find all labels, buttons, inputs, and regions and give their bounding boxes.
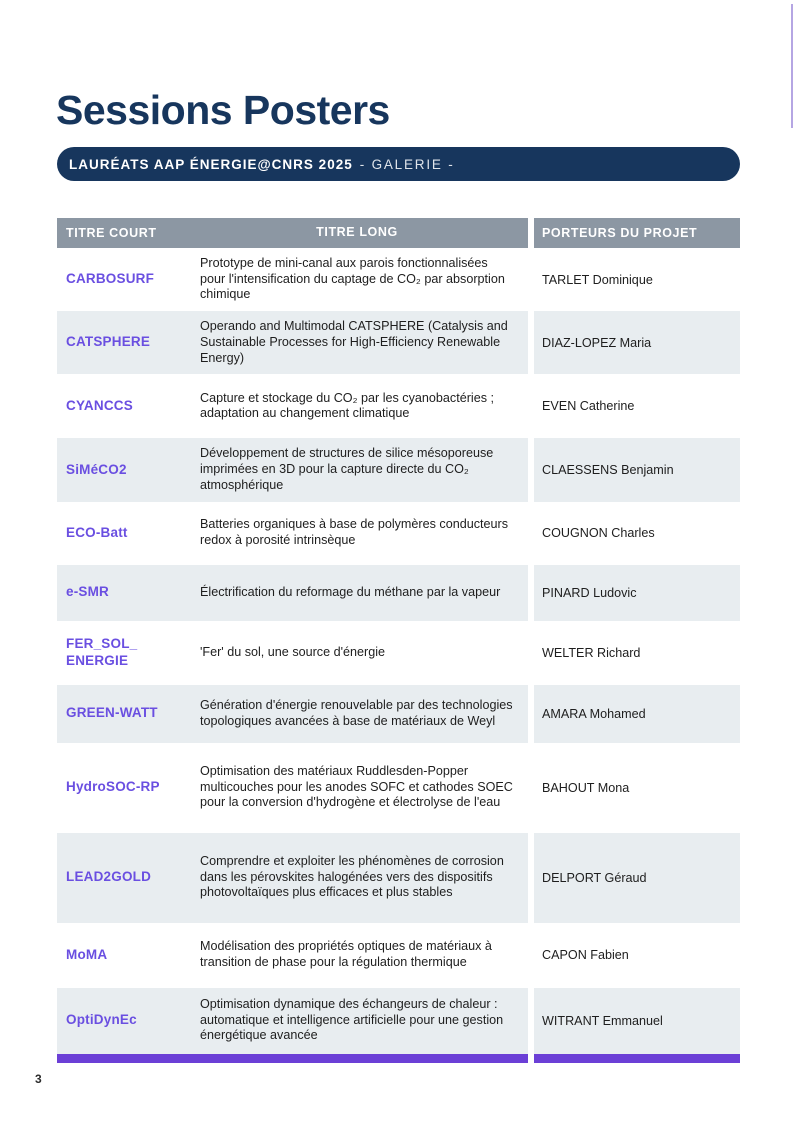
project-short-title: MoMA [66,946,108,962]
table-row [57,923,740,988]
project-long-title: 'Fer' du sol, une source d'énergie [200,644,386,659]
table-footer-bar [57,1054,740,1063]
table-row [57,988,740,1054]
project-long-title: Prototype de mini-canal aux parois fonctionnalisées pour l'intensification du captage de CO₂ par absorption chimique [200,256,505,302]
project-short-title: LEAD2GOLD [66,869,152,885]
project-long-title: Génération d'énergie renouvelable par des technologies topologiques avancées à base de matériaux de Weyl [200,697,513,728]
project-short-title: ECO-Batt [66,524,128,540]
project-leader: COUGNON Charles [542,526,655,541]
project-short-title: GREEN-WATT [66,705,158,721]
project-short-title: CYANCCS [66,397,133,413]
project-short-title: FER_SOL_​ENERGIE [66,635,138,668]
banner-subtitle: - GALERIE - [359,156,455,172]
project-leader: WITRANT Emmanuel [534,988,740,1054]
project-leader: TARLET Dominique [542,272,653,287]
banner-title: LAURÉATS AAP ÉNERGIE@CNRS 2025 [69,156,353,172]
project-long-title: Développement de structures de silice mésoporeuse imprimées en 3D pour la capture directe du CO₂ atmosphérique [200,446,494,492]
section-banner [57,147,740,181]
table-row [57,248,740,311]
project-short-title: HydroSOC-RP [66,779,160,795]
project-long-title: Operando and Multimodal CATSPHERE (Catalysis and Sustainable Processes for High-Efficiency Renewable Energy) [200,319,508,365]
header-titre-long: TITRE LONG [316,225,398,240]
project-leader: WELTER Richard [542,645,641,660]
project-leader: DIAZ-LOPEZ Maria [534,311,740,374]
header-porteurs: PORTEURS DU PROJET [534,218,740,248]
table-row [57,438,740,501]
project-short-title: OptiDynEc [66,1012,137,1028]
project-short-title: CARBOSURF [66,271,155,287]
project-short-title: CATSPHERE [66,334,151,350]
project-long-title: Batteries organiques à base de polymères conducteurs redox à porosité intrinsèque [200,517,509,548]
project-leader: PINARD Ludovic [534,565,740,621]
project-leader: EVEN Catherine [542,399,635,414]
project-short-title: e-SMR [66,584,110,600]
project-long-title: Électrification du reformage du méthane par la vapeur [200,584,501,599]
project-leader: CLAESSENS Benjamin [534,438,740,501]
table-row [57,833,740,923]
project-short-title: SiMéCO2 [66,461,127,477]
table-row [57,621,740,685]
project-leader: CAPON Fabien [542,948,629,963]
table-row [57,743,740,833]
project-long-title: Comprendre et exploiter les phénomènes de corrosion dans les pérovskites halogénées vers des dispositifs photovoltaïques plus efficaces et plus stables [200,854,504,900]
table-row [57,311,740,374]
table-row [57,374,740,438]
project-leader: AMARA Mohamed [534,685,740,743]
project-leader: BAHOUT Mona [542,780,630,795]
project-leader: DELPORT Géraud [534,833,740,923]
table-header-row [57,218,740,248]
project-long-title: Optimisation des matériaux Ruddlesden-Popper multicouches pour les anodes SOFC et cathodes SOEC pour la conversion d'hydrogène et électrolyse de l'eau [200,764,513,810]
table-row [57,502,740,565]
page-title: Sessions Posters [56,87,390,134]
project-long-title: Modélisation des propriétés optiques de matériaux à transition de phase pour la régulation thermique [200,939,492,970]
page-edge-accent-line [791,4,793,128]
project-long-title: Optimisation dynamique des échangeurs de chaleur : automatique et intelligence artificielle pour une gestion énergétique avancée [200,997,504,1043]
page-number: 3 [35,1072,42,1086]
header-titre-court: TITRE COURT [66,226,157,240]
project-long-title: Capture et stockage du CO₂ par les cyanobactéries ; adaptation au changement climatique [200,390,494,421]
table-row [57,685,740,743]
posters-table [57,218,740,1063]
table-row [57,565,740,621]
